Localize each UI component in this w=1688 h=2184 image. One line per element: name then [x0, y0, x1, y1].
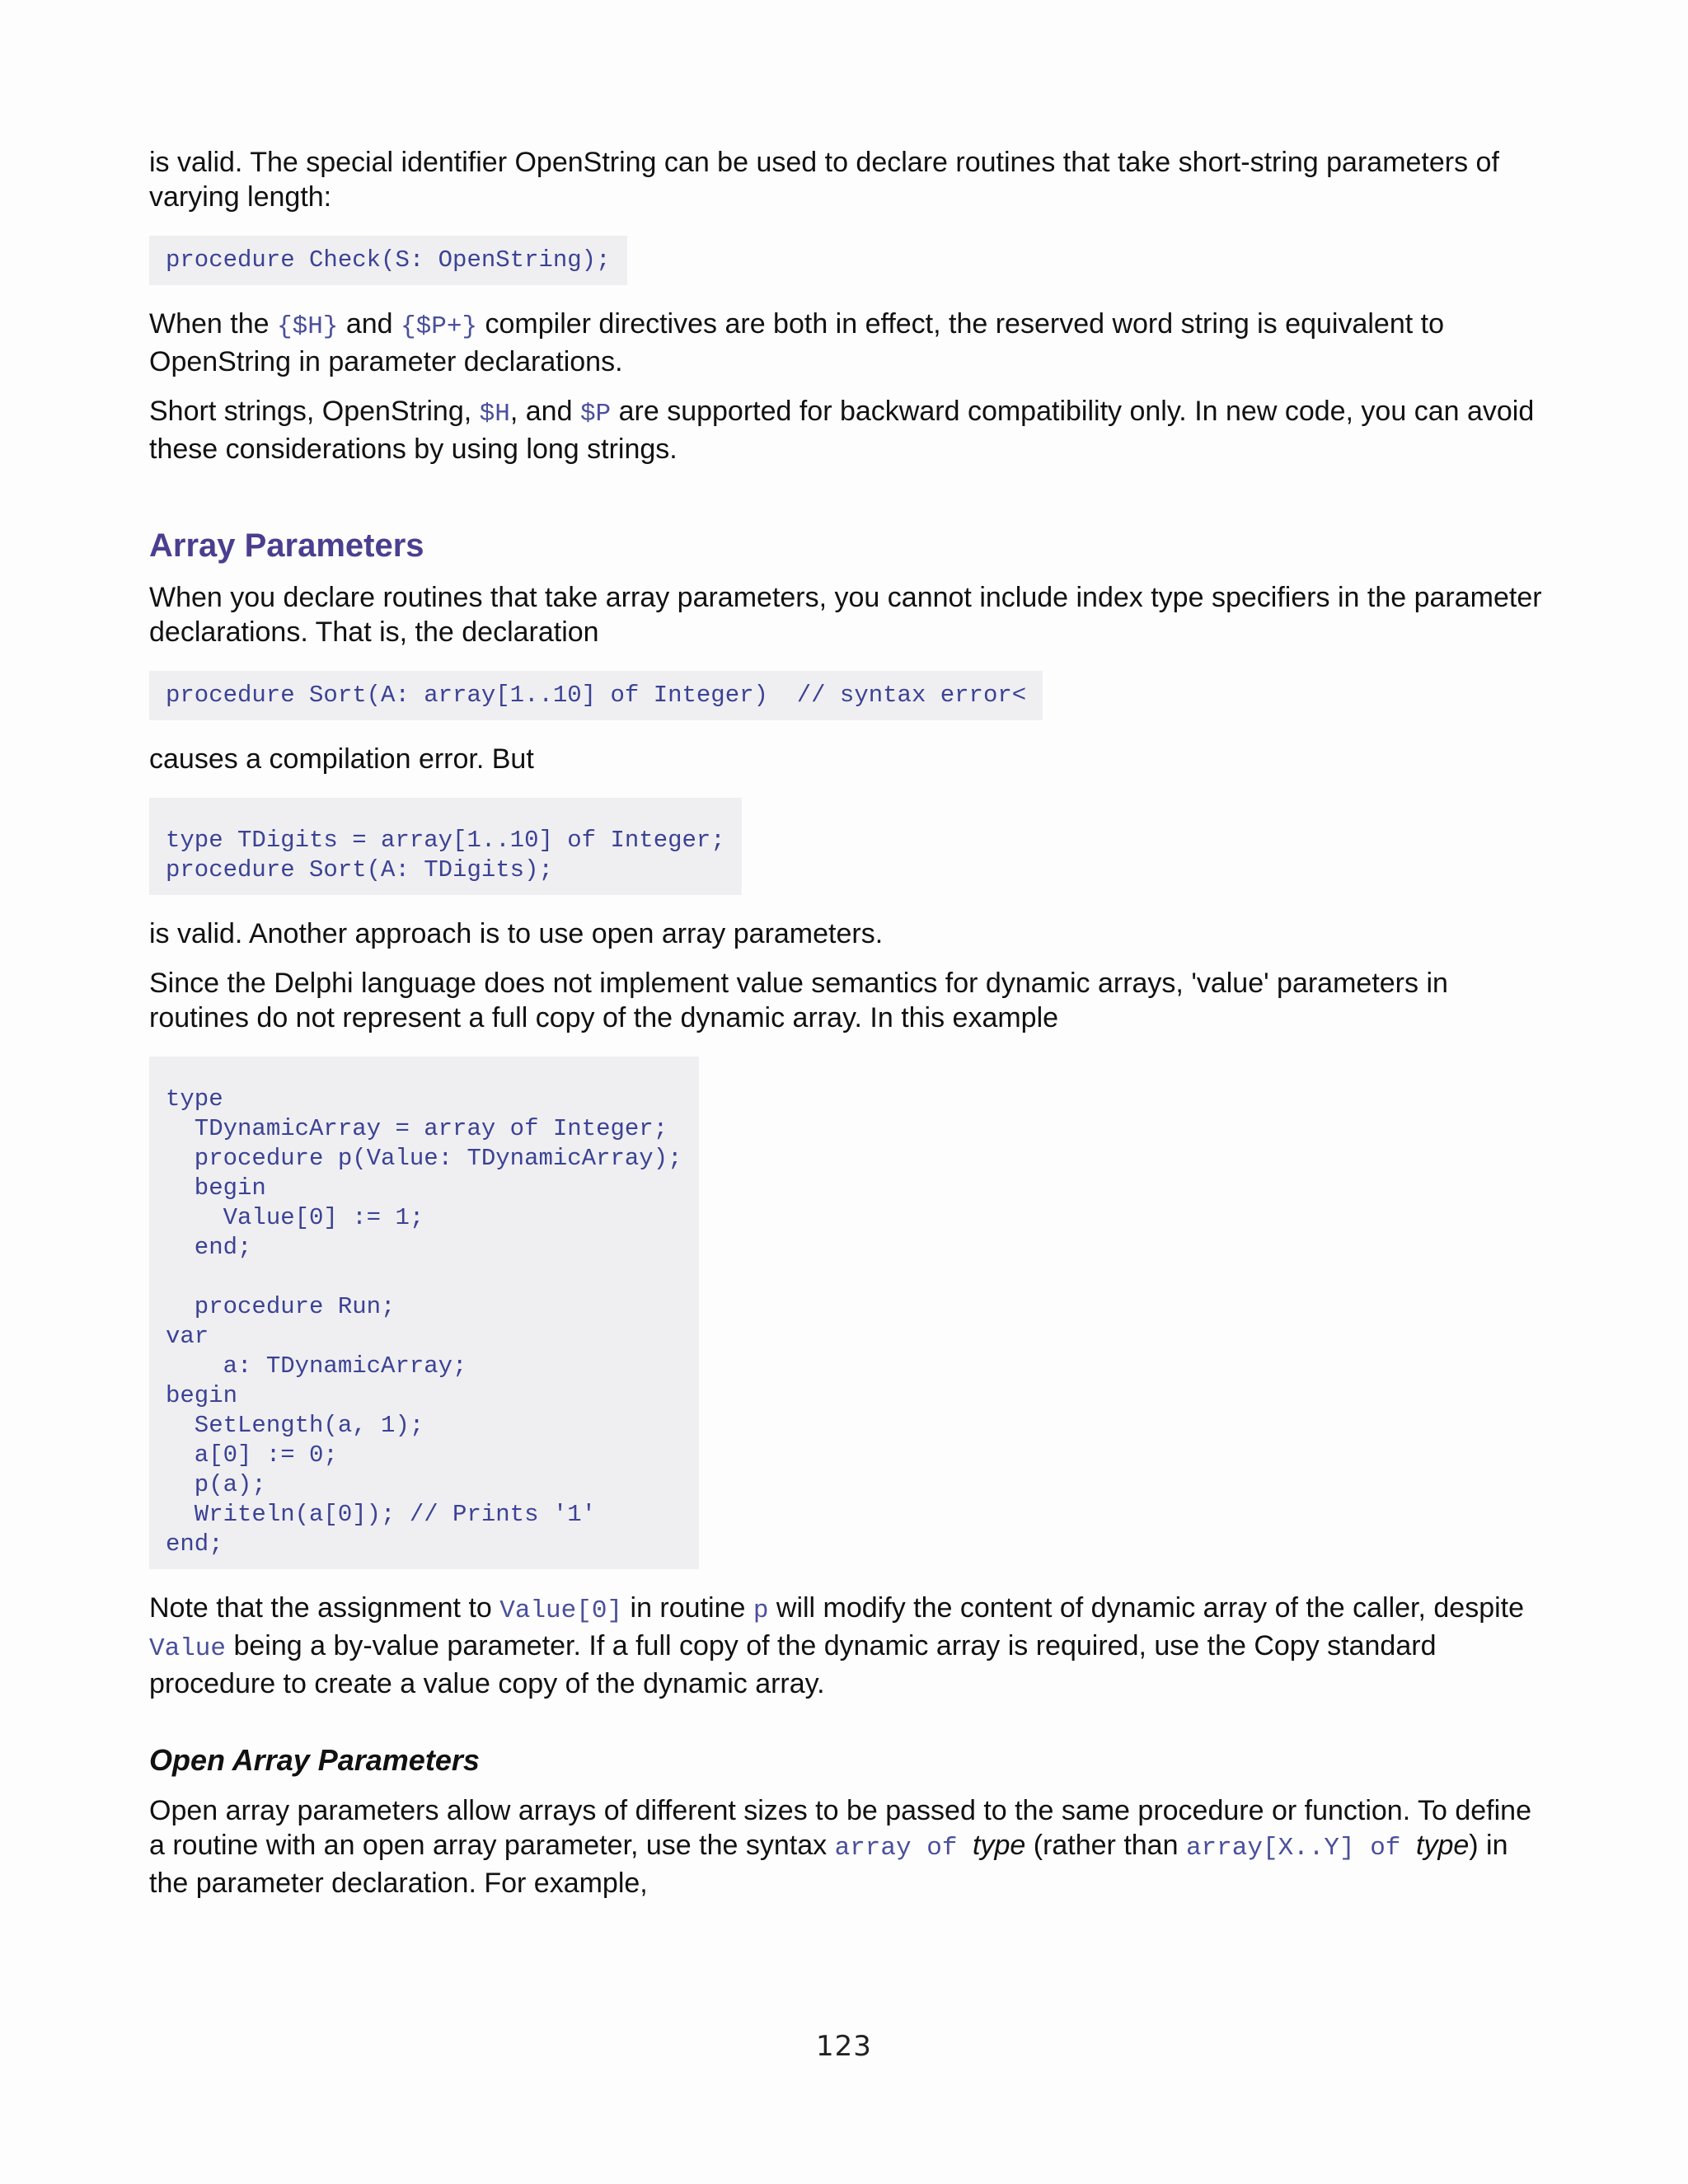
text-run: Short strings, OpenString, [149, 396, 480, 427]
code-line: begin [166, 1382, 238, 1409]
code-line: a: TDynamicArray; [166, 1352, 467, 1380]
inline-code: $H [479, 400, 510, 429]
code-line: end; [166, 1530, 223, 1558]
code-line: begin [166, 1174, 266, 1202]
code-line: procedure Sort(A: array[1..10] of Integer) // syntax error< [166, 682, 1027, 709]
code-line: TDynamicArray = array of Integer; [166, 1115, 668, 1142]
code-line: procedure Run; [166, 1293, 396, 1320]
section-heading-array-parameters: Array Parameters [149, 527, 424, 564]
text-run: ) in the parameter declaration. For example, [149, 1830, 1508, 1899]
text-run: (rather than [1025, 1830, 1186, 1861]
page-number: 123 [816, 2030, 872, 2063]
inline-code: {$P+} [401, 312, 478, 341]
code-line: type TDigits = array[1..10] of Integer; [166, 827, 725, 854]
code-line: Value[0] := 1; [166, 1204, 424, 1231]
inline-code: array[X..Y] of [1185, 1834, 1416, 1863]
open-array-paragraph [149, 1793, 1542, 1900]
assignment-note-paragraph [149, 1591, 1542, 1701]
inline-code: Value[0] [499, 1596, 623, 1625]
compatibility-paragraph [149, 394, 1542, 466]
code-line: procedure p(Value: TDynamicArray); [166, 1145, 682, 1172]
text-run: in routine [622, 1592, 753, 1624]
inline-code: {$H} [276, 312, 339, 341]
code-line: procedure Check(S: OpenString); [166, 246, 611, 274]
text-run: compiler directives are both in effect, the reserved word string is equivalent to OpenString in parameter declarations. [149, 308, 1444, 377]
text-run: and [338, 308, 401, 340]
code-block-sort-error [149, 671, 1043, 720]
text-run: will modify the content of dynamic array of the caller, despite [768, 1592, 1525, 1624]
code-line: type [166, 1085, 223, 1113]
code-line: a[0] := 0; [166, 1441, 338, 1469]
array-params-paragraph: When you declare routines that take array parameters, you cannot include index type specifiers in the parameter declarations. That is, the declaration [149, 582, 1542, 648]
code-line: Writeln(a[0]); // Prints '1' [166, 1501, 597, 1528]
code-line: SetLength(a, 1); [166, 1412, 424, 1439]
inline-code: Value [149, 1634, 227, 1663]
code-line: end; [166, 1234, 252, 1261]
text-run: , and [509, 396, 580, 427]
text-run: are supported for backward compatibility only. In new code, you can avoid these considerations by using long strings. [149, 396, 1535, 465]
inline-code: array of [834, 1834, 973, 1863]
inline-code: $P [579, 400, 612, 429]
code-line: procedure Sort(A: TDigits); [166, 856, 553, 883]
emphasis-type: type [1416, 1830, 1470, 1861]
text-run: being a by-value parameter. If a full copy of the dynamic array is required, use the Copy standard procedure to create a value copy of the dynamic array. [149, 1630, 1437, 1699]
code-line: p(a); [166, 1471, 266, 1498]
code-block-check [149, 236, 627, 285]
code-block-dynamic-array [149, 1057, 699, 1569]
code-line [166, 1263, 682, 1292]
inline-code: p [753, 1596, 769, 1625]
value-semantics-paragraph: Since the Delphi language does not implement value semantics for dynamic arrays, 'value' parameters in routines do not represent a full copy of the dynamic array. In this example [149, 968, 1448, 1033]
text-run: When the [149, 308, 277, 340]
subsection-heading-open-array-parameters: Open Array Parameters [149, 1743, 480, 1777]
compilation-error-paragraph: causes a compilation error. But [149, 743, 534, 775]
code-block-tdigits [149, 798, 742, 895]
text-run: Note that the assignment to [149, 1592, 500, 1624]
emphasis-type: type [973, 1830, 1026, 1861]
document-page [149, 145, 1542, 1900]
intro-paragraph: is valid. The special identifier OpenString can be used to declare routines that take short-string parameters of varying length: [149, 147, 1499, 213]
valid-paragraph: is valid. Another approach is to use open array parameters. [149, 918, 884, 949]
code-line: var [166, 1323, 209, 1350]
text-run: Open array parameters allow arrays of different sizes to be passed to the same procedure or function. To define a routine with an open array parameter, use the syntax [149, 1795, 1531, 1861]
directives-paragraph [149, 307, 1542, 379]
